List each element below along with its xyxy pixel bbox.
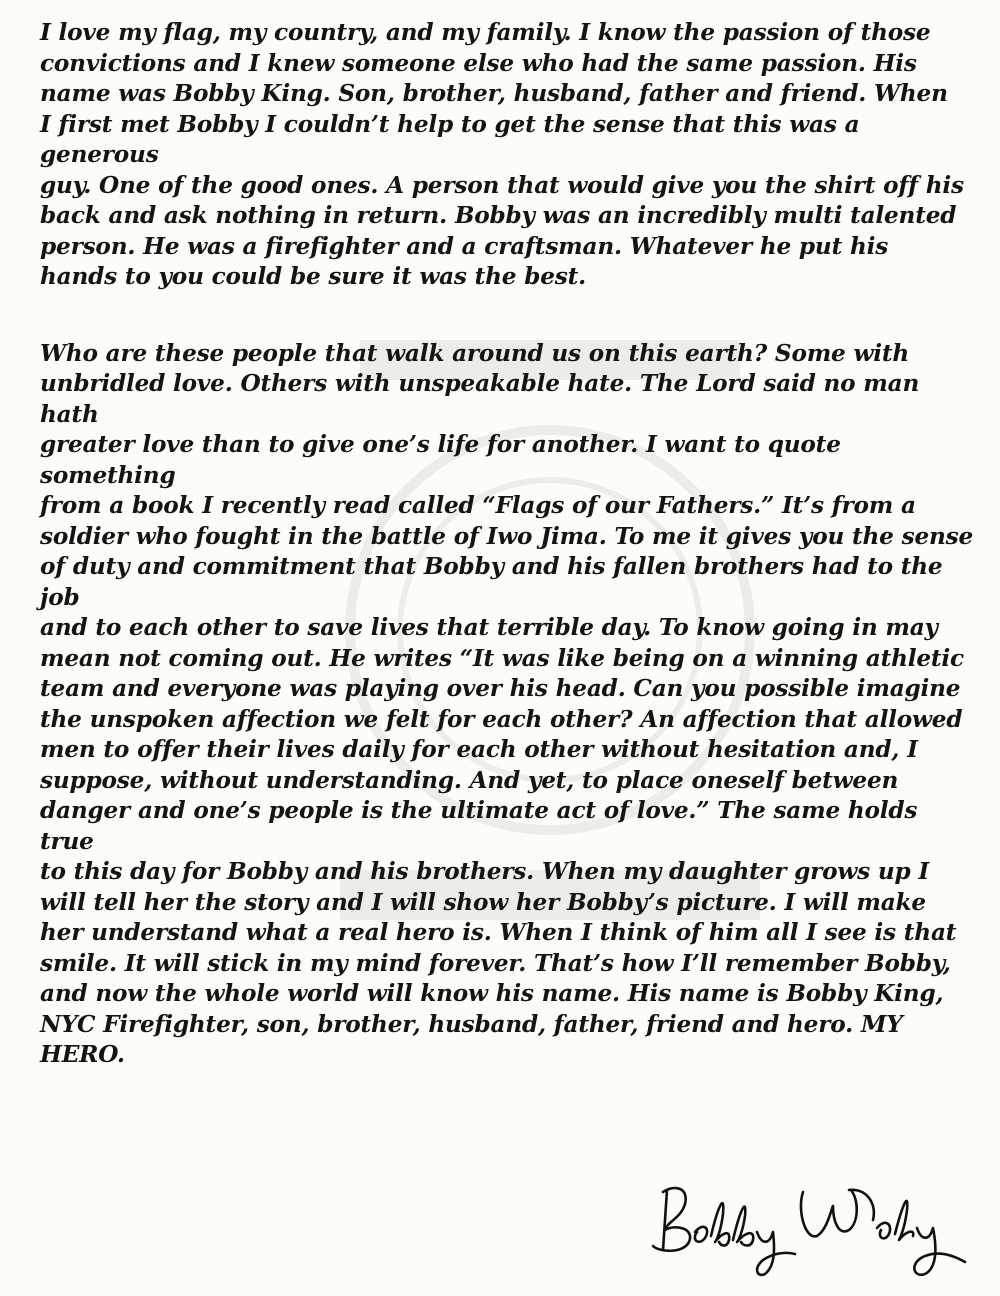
letter-body [40,18,975,1071]
paragraph-1: I love my flag, my country, and my family. I know the passion of those convictions and I knew someone else who had the same passion. His name was Bobby King. Son, brother, husband, father and friend. When I first met Bobby I couldn’t help to get the sense that this was a generous guy. One of the good ones. A person that would give you the shirt off his back and ask nothing in return. Bobby was an incredibly multi talented person. He was a firefighter and a craftsman. Whatever he put his hands to you could be sure it was the best. [40,19,964,290]
paragraph-2: Who are these people that walk around us on this earth? Some with unbridled love. Others with unspeakable hate. The Lord said no man hath greater love than to give one’s life for another. I want to quote something from a book I recently read called “Flags of our Fathers.” It’s from a soldier who fought in the battle of Iwo Jima. To me it gives you the sense of duty and commitment that Bobby and his fallen brothers had to the job and to each other to save lives that terrible day. To know going in may mean not coming out. He writes “It was like being on a winning athletic team and everyone was playing over his head. Can you possible imagine the unspoken affection we felt for each other? An affection that allowed men to offer their lives daily for each other without hesitation and, I suppose, without understanding. And yet, to place oneself between danger and one’s people is the ultimate act of love.” The same holds true to this day for Bobby and his brothers. When my daughter grows up I will tell her the story and I will show her Bobby’s picture. I will make her understand what a real hero is. When I think of him all I see is that smile. It will stick in my mind forever. That’s how I’ll remember Bobby, and now the whole world will know his name. His name is Bobby King, NYC Firefighter, son, brother, husband, father, friend and hero. MY HERO. [40,339,974,1068]
handwritten-signature [645,1170,975,1280]
